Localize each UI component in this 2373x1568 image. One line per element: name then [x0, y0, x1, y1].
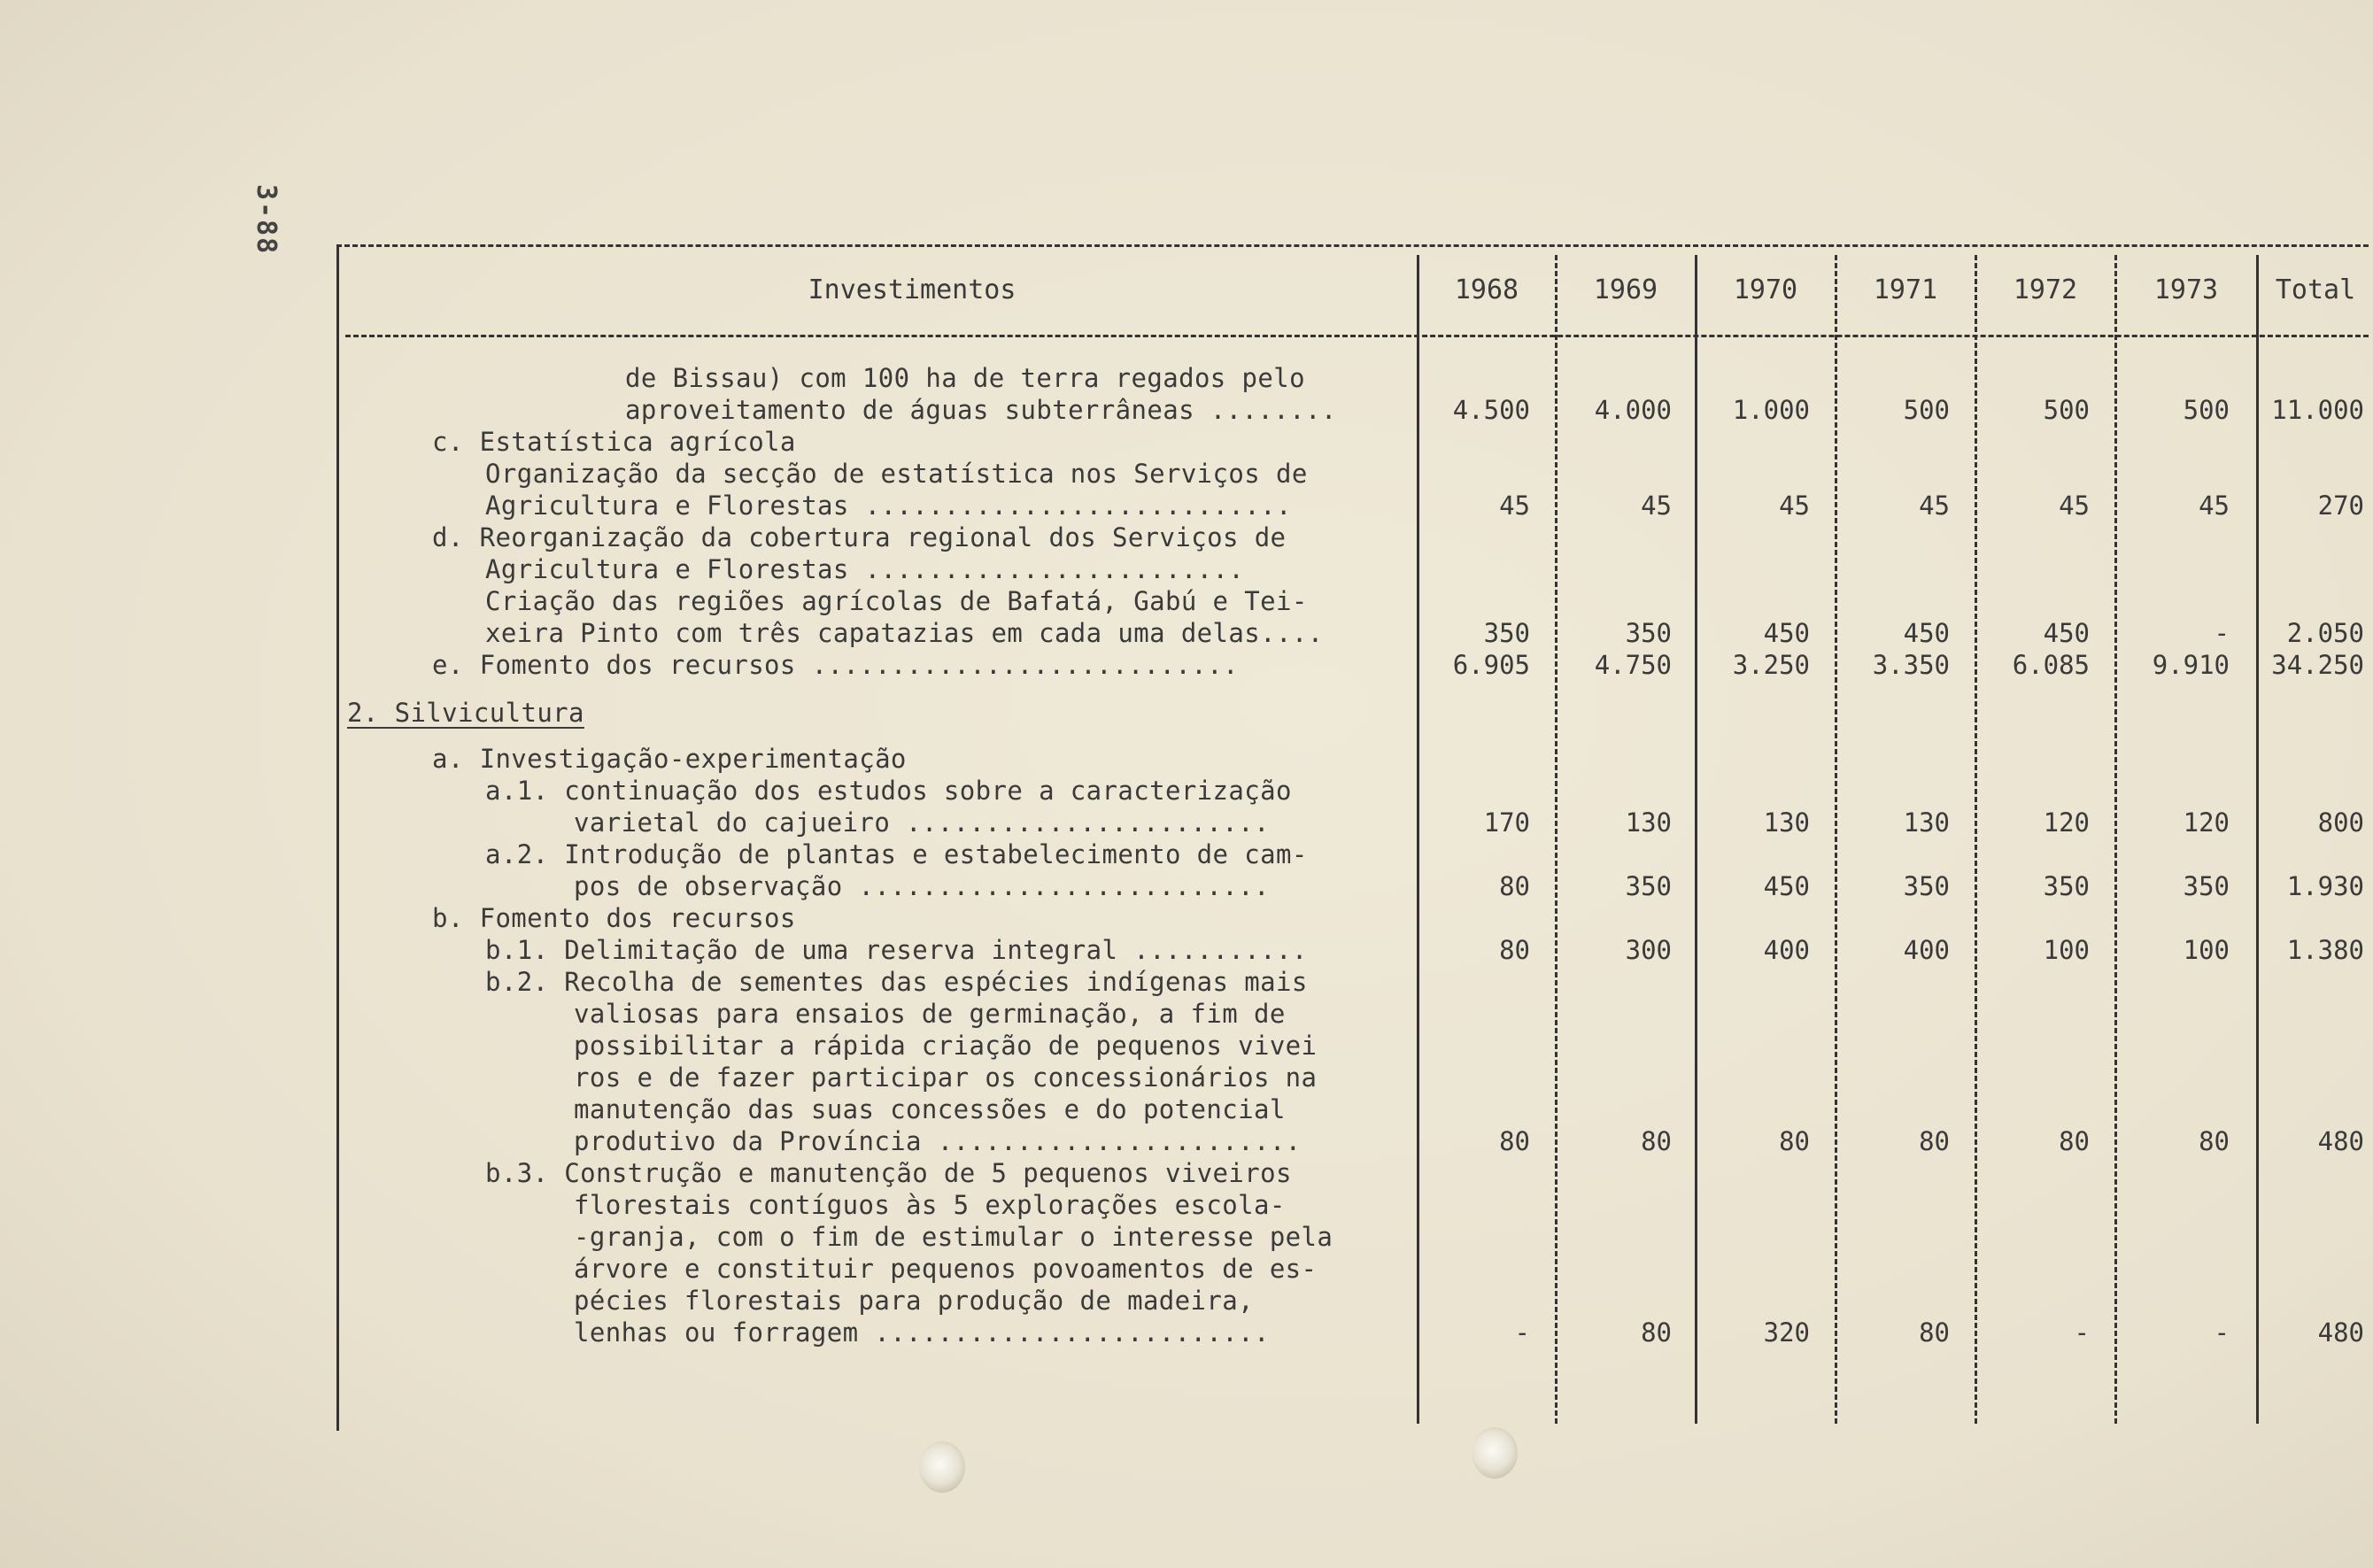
cell-1972: 100: [2043, 935, 2090, 965]
section-title-silvicultura: 2. Silvicultura: [347, 698, 584, 728]
cell-1971: 130: [1903, 807, 1950, 838]
desc-line: a.2. Introdução de plantas e estabelecimento de cam-: [485, 839, 1308, 869]
col-divider-1971: [1835, 255, 1837, 1424]
cell-1968: 6.905: [1452, 650, 1530, 680]
cell-1971: 450: [1903, 618, 1950, 648]
desc-line: b.2. Recolha de sementes das espécies indígenas mais: [485, 967, 1308, 997]
desc-line: a. Investigação-experimentação: [432, 744, 907, 774]
desc-line: -granja, com o fim de estimular o interesse pela: [574, 1222, 1333, 1252]
cell-1972: 80: [2059, 1126, 2090, 1156]
cell-1972: 6.085: [2012, 650, 2090, 680]
cell-1973: 100: [2183, 935, 2230, 965]
cell-1971: 500: [1903, 395, 1950, 425]
cell-1970: 130: [1763, 807, 1810, 838]
desc-line: produtivo da Província .......................: [574, 1126, 1302, 1156]
cell-1971: 350: [1903, 871, 1950, 901]
cell-total: 480: [2317, 1317, 2364, 1348]
cell-1968: 4.500: [1452, 395, 1530, 425]
cell-1970: 1.000: [1732, 395, 1810, 425]
header-total: Total: [2275, 274, 2356, 305]
cell-1970: 320: [1763, 1317, 1810, 1348]
punch-hole-right: [1472, 1427, 1518, 1479]
cell-1973: 500: [2183, 395, 2230, 425]
desc-line: de Bissau) com 100 ha de terra regados pelo: [625, 363, 1305, 393]
header-1968: 1968: [1454, 274, 1519, 305]
cell-1973: -: [2214, 1317, 2230, 1348]
col-divider-total: [2256, 255, 2259, 1424]
cell-1968: -: [1514, 1317, 1530, 1348]
desc-line: c. Estatística agrícola: [432, 427, 796, 457]
page-side-mark: 3-88: [251, 184, 282, 256]
desc-line: possibilitar a rápida criação de pequenos vivei: [574, 1031, 1318, 1061]
cell-1969: 130: [1625, 807, 1672, 838]
cell-1973: -: [2214, 618, 2230, 648]
desc-line: Agricultura e Florestas ........................: [485, 554, 1245, 584]
header-1971: 1971: [1873, 274, 1938, 305]
cell-1969: 80: [1641, 1317, 1672, 1348]
cell-1969: 4.000: [1594, 395, 1672, 425]
desc-line: Criação das regiões agrícolas de Bafatá, Gabú e Tei-: [485, 586, 1308, 616]
cell-1969: 300: [1625, 935, 1672, 965]
desc-line: varietal do cajueiro .......................: [574, 807, 1270, 838]
desc-line: a.1. continuação dos estudos sobre a caracterização: [485, 776, 1292, 806]
cell-1970: 450: [1763, 871, 1810, 901]
cell-1972: 120: [2043, 807, 2090, 838]
desc-line: ros e de fazer participar os concessionários na: [574, 1062, 1318, 1093]
desc-line: aproveitamento de águas subterrâneas ........: [625, 395, 1337, 425]
col-divider-1969: [1555, 255, 1558, 1424]
cell-1973: 9.910: [2152, 650, 2230, 680]
cell-total: 480: [2317, 1126, 2364, 1156]
header-1973: 1973: [2153, 274, 2219, 305]
desc-line: b.1. Delimitação de uma reserva integral ...........: [485, 935, 1308, 965]
cell-total: 11.000: [2271, 395, 2364, 425]
cell-1969: 350: [1625, 618, 1672, 648]
col-divider-1973: [2114, 255, 2117, 1424]
cell-1968: 80: [1499, 871, 1530, 901]
cell-1968: 45: [1499, 490, 1530, 521]
desc-line: Agricultura e Florestas ...........................: [485, 490, 1292, 521]
cell-1971: 400: [1903, 935, 1950, 965]
cell-1972: -: [2074, 1317, 2090, 1348]
cell-1970: 3.250: [1732, 650, 1810, 680]
header-investimentos: Investimentos: [808, 274, 1016, 305]
cell-1971: 80: [1919, 1317, 1950, 1348]
col-divider-1970: [1695, 255, 1697, 1424]
desc-line: b.3. Construção e manutenção de 5 pequenos viveiros: [485, 1158, 1292, 1188]
cell-1970: 400: [1763, 935, 1810, 965]
cell-1969: 45: [1641, 490, 1672, 521]
col-divider-1972: [1975, 255, 1977, 1424]
desc-line: manutenção das suas concessões e do potencial: [574, 1094, 1286, 1124]
cell-1973: 80: [2199, 1126, 2230, 1156]
cell-total: 1.380: [2286, 935, 2364, 965]
cell-total: 1.930: [2286, 871, 2364, 901]
cell-1973: 45: [2199, 490, 2230, 521]
cell-1972: 500: [2043, 395, 2090, 425]
punch-hole-left: [919, 1441, 965, 1493]
cell-1971: 3.350: [1872, 650, 1950, 680]
cell-1971: 80: [1919, 1126, 1950, 1156]
desc-line: árvore e constituir pequenos povoamentos de es-: [574, 1254, 1318, 1284]
table-header-rule: [345, 335, 2369, 337]
cell-1968: 170: [1483, 807, 1530, 838]
desc-line: Organização da secção de estatística nos Serviços de: [485, 459, 1308, 489]
cell-1968: 80: [1499, 1126, 1530, 1156]
cell-1973: 350: [2183, 871, 2230, 901]
cell-1968: 80: [1499, 935, 1530, 965]
cell-total: 800: [2317, 807, 2364, 838]
desc-line: xeira Pinto com três capatazias em cada uma delas....: [485, 618, 1324, 648]
desc-line: pécies florestais para produção de madeira,: [574, 1286, 1254, 1316]
cell-1970: 45: [1779, 490, 1810, 521]
desc-line: b. Fomento dos recursos: [432, 903, 796, 933]
header-1969: 1969: [1593, 274, 1658, 305]
cell-1972: 450: [2043, 618, 2090, 648]
desc-line: pos de observação ..........................: [574, 871, 1270, 901]
cell-total: 34.250: [2271, 650, 2364, 680]
cell-1970: 450: [1763, 618, 1810, 648]
table-left-border: [336, 244, 339, 1431]
cell-1973: 120: [2183, 807, 2230, 838]
cell-1968: 350: [1483, 618, 1530, 648]
header-1972: 1972: [2013, 274, 2078, 305]
desc-line: e. Fomento dos recursos ...........................: [432, 650, 1239, 680]
cell-1969: 80: [1641, 1126, 1672, 1156]
cell-1970: 80: [1779, 1126, 1810, 1156]
cell-total: 270: [2317, 490, 2364, 521]
cell-1969: 350: [1625, 871, 1672, 901]
desc-line: d. Reorganização da cobertura regional dos Serviços de: [432, 522, 1287, 552]
table-top-rule: [336, 244, 2369, 247]
desc-line: florestais contíguos às 5 explorações escola-: [574, 1190, 1286, 1220]
desc-line: valiosas para ensaios de germinação, a fim de: [574, 999, 1286, 1029]
cell-total: 2.050: [2286, 618, 2364, 648]
desc-line: lenhas ou forragem .........................: [574, 1317, 1270, 1348]
cell-1969: 4.750: [1594, 650, 1672, 680]
cell-1972: 45: [2059, 490, 2090, 521]
cell-1971: 45: [1919, 490, 1950, 521]
col-divider-1968: [1417, 255, 1419, 1424]
cell-1972: 350: [2043, 871, 2090, 901]
header-1970: 1970: [1733, 274, 1798, 305]
